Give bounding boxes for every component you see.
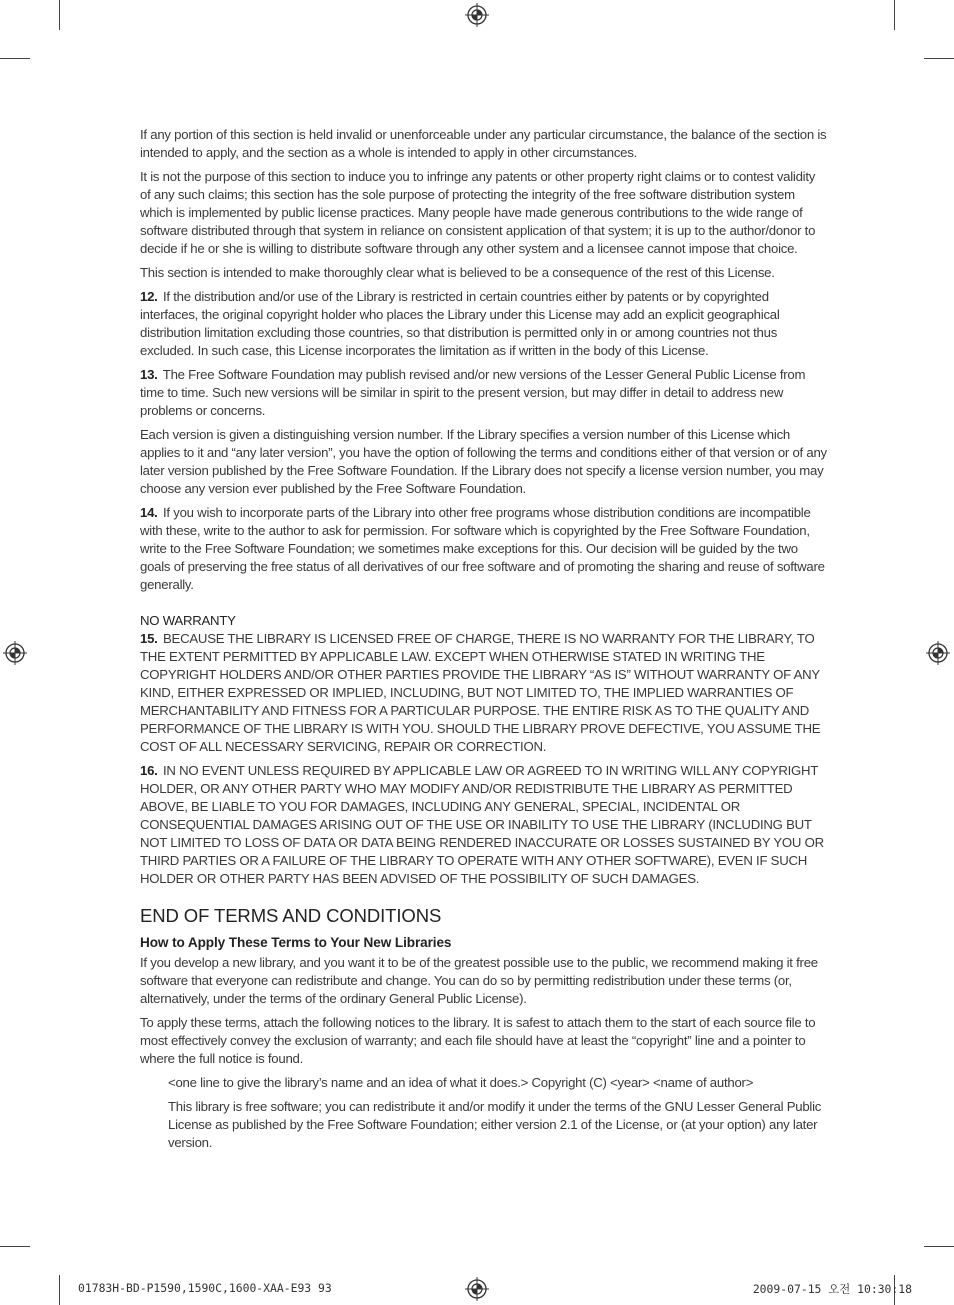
section-14 — [140, 504, 828, 594]
footer-right-timestamp: 2009-07-15 오전 10:30:18 — [752, 1282, 912, 1296]
section-number: 14. — [140, 505, 158, 520]
paragraph: It is not the purpose of this section to induce you to infringe any patents or other property right claims or to contest validity of any such claims; this section has the sole purpose of protecting the integrity of the free software distribution system which is implemented by public license practices. Many people have made generous contributions to the wide range of software distributed through that system in reliance on consistent application of that system; it is up to the author/donor to decide if he or she is willing to distribute software through any other system and a licensee cannot impose that choice. — [140, 169, 816, 256]
section-15 — [140, 630, 828, 756]
section-number: 13. — [140, 367, 158, 382]
section-number: 16. — [140, 763, 158, 778]
footer-left-slug: 01783H-BD-P1590,1590C,1600-XAA-E93 93 — [78, 1281, 332, 1295]
crop-mark-bottom-left-v — [59, 1275, 60, 1305]
crop-mark-top-right-v — [894, 0, 895, 30]
section-text: If the distribution and/or use of the Library is restricted in certain countries either by patents or by copyrighted interfaces, the original copyright holder who places the Library under this License may add an explicit geographical distribution limitation excluding those countries, so that distribution is permitted only in or among countries not thus excluded. In such case, this License incorporates the limitation as if written in the body of this License. — [140, 289, 780, 358]
section-number: 12. — [140, 289, 158, 304]
crop-mark-top-right-h — [924, 58, 954, 59]
registration-mark-icon — [926, 641, 950, 665]
paragraph: To apply these terms, attach the following notices to the library. It is safest to attach them to the start of each source file to most effectively convey the exclusion of warranty; and each file should have at least the “copyright” line and a pointer to where the full notice is found. — [140, 1015, 816, 1066]
paragraph: Each version is given a distinguishing version number. If the Library specifies a version number of this License which applies to it and “any later version”, you have the option of following the terms and conditions either of that version or of any later version published by the Free Software Foundation. If the Library does not specify a license version number, you may choose any version ever published by the Free Software Foundation. — [140, 427, 827, 496]
section-text: BECAUSE THE LIBRARY IS LICENSED FREE OF CHARGE, THERE IS NO WARRANTY FOR THE LIBRARY, TO THE EXTENT PERMITTED BY APPLICABLE LAW. EXCEPT WHEN OTHERWISE STATED IN WRITING THE COPYRIGHT HOLDERS AND/OR OTHER PARTIES PROVIDE THE LIBRARY “AS IS” WITHOUT WARRANTY OF ANY KIND, EITHER EXPRESSED OR IMPLIED, INCLUDING, BUT NOT LIMITED TO, THE IMPLIED WARRANTIES OF MERCHANTABILITY AND FITNESS FOR A PARTICULAR PURPOSE. THE ENTIRE RISK AS TO THE QUALITY AND PERFORMANCE OF THE LIBRARY IS WITH YOU. SHOULD THE LIBRARY PROVE DEFECTIVE, YOU ASSUME THE COST OF ALL NECESSARY SERVICING, REPAIR OR CORRECTION. — [140, 631, 821, 754]
section-text: The Free Software Foundation may publish revised and/or new versions of the Lesser General Public License from time to time. Such new versions will be similar in spirit to the present version, but may differ in detail to address new problems or concerns. — [140, 367, 806, 418]
registration-mark-icon — [3, 641, 27, 665]
paragraph: If you develop a new library, and you want it to be of the greatest possible use to the public, we recommend making it free software that everyone can redistribute and change. You can do so by permitting redistribution under these terms (or, alternatively, under the terms of the ordinary General Public License). — [140, 955, 818, 1006]
registration-mark-icon — [465, 3, 489, 27]
registration-mark-icon — [465, 1277, 489, 1301]
crop-mark-top-left-h — [0, 58, 30, 59]
paragraph: This section is intended to make thoroughly clear what is believed to be a consequence of the rest of this License. — [140, 265, 775, 280]
license-notice: This library is free software; you can redistribute it and/or modify it under the terms of the GNU Lesser General Public License as published by the Free Software Foundation; either version 2.1 of the License, or (at your option) any later version. — [168, 1099, 822, 1150]
copyright-template-line: <one line to give the library’s name and an idea of what it does.> Copyright (C) <year> <name of author> — [168, 1075, 754, 1090]
crop-mark-bottom-right-h — [924, 1246, 954, 1247]
section-12 — [140, 288, 828, 360]
section-13 — [140, 366, 828, 420]
section-16 — [140, 762, 828, 888]
section-text: IN NO EVENT UNLESS REQUIRED BY APPLICABLE LAW OR AGREED TO IN WRITING WILL ANY COPYRIGHT HOLDER, OR ANY OTHER PARTY WHO MAY MODIFY AND/OR REDISTRIBUTE THE LIBRARY AS PERMITTED ABOVE, BE LIABLE TO YOU FOR DAMAGES, INCLUDING ANY GENERAL, SPECIAL, INCIDENTAL OR CONSEQUENTIAL DAMAGES ARISING OUT OF THE USE OR INABILITY TO USE THE LIBRARY (INCLUDING BUT NOT LIMITED TO LOSS OF DATA OR DATA BEING RENDERED INACCURATE OR LOSSES SUSTAINED BY YOU OR THIRD PARTIES OR A FAILURE OF THE LIBRARY TO OPERATE WITH ANY OTHER SOFTWARE), EVEN IF SUCH HOLDER OR OTHER PARTY HAS BEEN ADVISED OF THE POSSIBILITY OF SUCH DAMAGES. — [140, 763, 824, 886]
paragraph: If any portion of this section is held invalid or unenforceable under any particular circumstance, the balance of the section is intended to apply, and the section as a whole is intended to apply in other circumstances. — [140, 127, 827, 160]
crop-mark-top-left-v — [59, 0, 60, 30]
section-text: If you wish to incorporate parts of the Library into other free programs whose distribution conditions are incompatible with these, write to the author to ask for permission. For software which is copyrighted by the Free Software Foundation, write to the Free Software Foundation; we sometimes make exceptions for this. Our decision will be guided by the two goals of preserving the free status of all derivatives of our free software and of promoting the sharing and reuse of software generally. — [140, 505, 825, 592]
crop-mark-bottom-left-h — [0, 1246, 30, 1247]
how-to-apply-heading: How to Apply These Terms to Your New Libraries — [140, 935, 452, 950]
section-number: 15. — [140, 631, 158, 646]
no-warranty-heading: NO WARRANTY — [140, 613, 236, 628]
license-text — [140, 126, 828, 1158]
end-of-terms-heading: END OF TERMS AND CONDITIONS — [140, 905, 442, 926]
